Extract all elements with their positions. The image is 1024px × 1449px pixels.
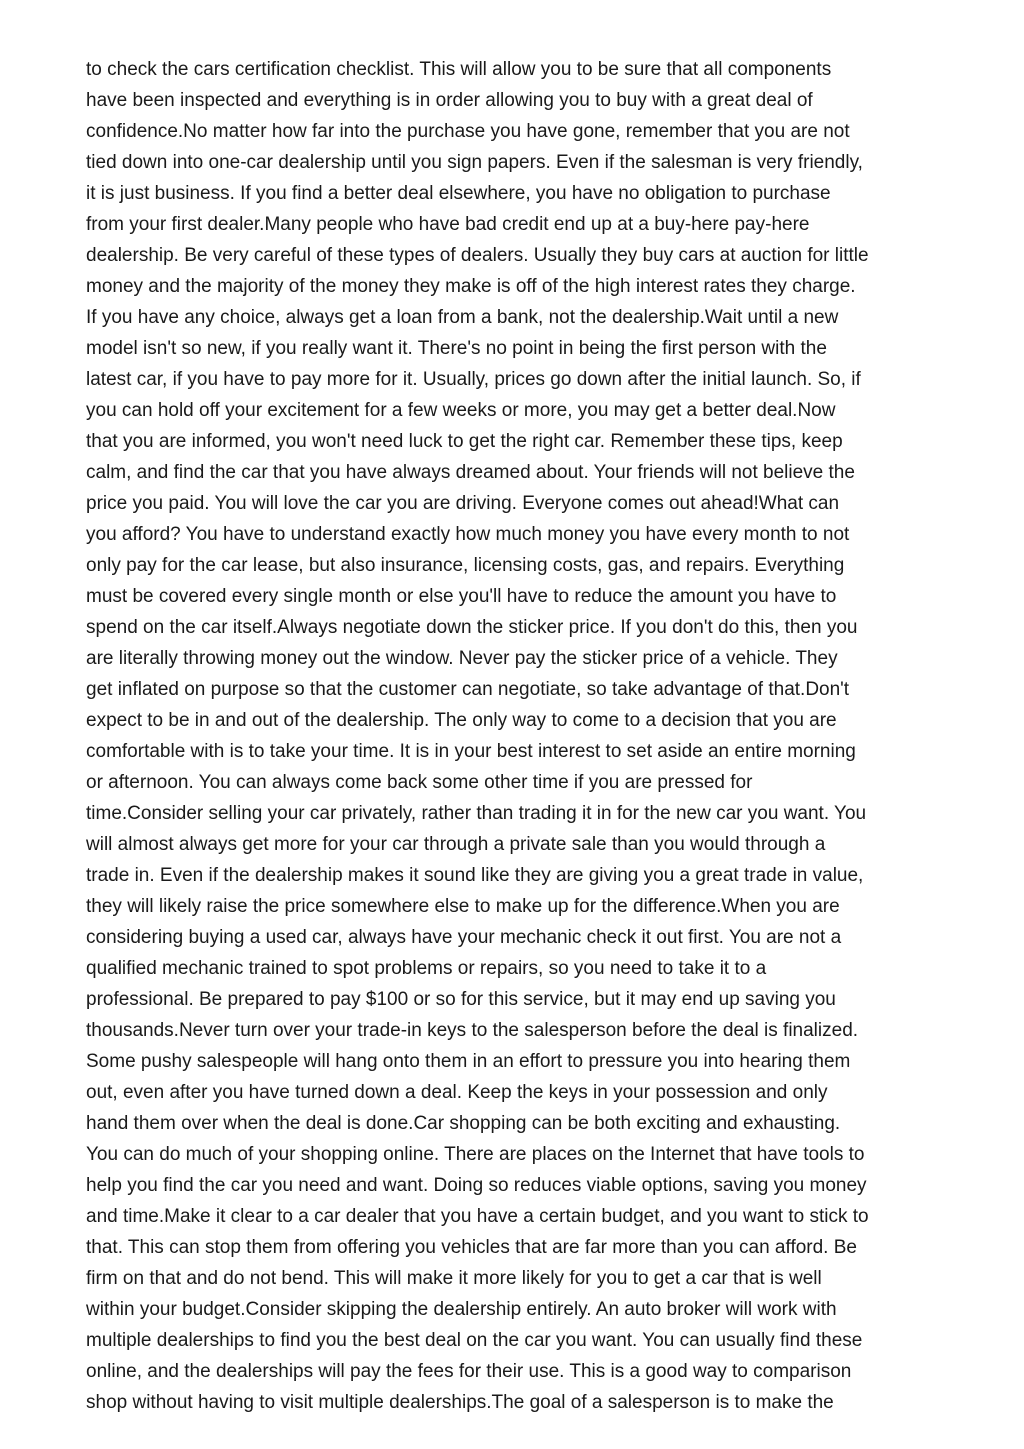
text-line: latest car, if you have to pay more for it. Usually, prices go down after the initial launch. So, if: [86, 369, 861, 390]
text-line: hand them over when the deal is done.Car shopping can be both exciting and exhausting.: [86, 1113, 841, 1134]
text-line: out, even after you have turned down a deal. Keep the keys in your possession and only: [86, 1082, 828, 1103]
text-line: will almost always get more for your car through a private sale than you would through a: [86, 834, 826, 855]
text-line: firm on that and do not bend. This will make it more likely for you to get a car that is well: [86, 1268, 822, 1289]
text-line: shop without having to visit multiple dealerships.The goal of a salesperson is to make the: [86, 1392, 834, 1413]
text-line: considering buying a used car, always have your mechanic check it out first. You are not a: [86, 927, 842, 948]
text-line: that. This can stop them from offering you vehicles that are far more than you can afford. Be: [86, 1237, 857, 1258]
text-line: confidence.No matter how far into the purchase you have gone, remember that you are not: [86, 121, 850, 142]
text-line: trade in. Even if the dealership makes it sound like they are giving you a great trade in value,: [86, 865, 864, 886]
text-line: get inflated on purpose so that the customer can negotiate, so take advantage of that.Don't: [86, 679, 850, 700]
text-line: and time.Make it clear to a car dealer that you have a certain budget, and you want to stick to: [86, 1206, 869, 1227]
text-line: you can hold off your excitement for a few weeks or more, you may get a better deal.Now: [86, 400, 836, 421]
text-line: multiple dealerships to find you the best deal on the car you want. You can usually find these: [86, 1330, 863, 1351]
text-line: you afford? You have to understand exactly how much money you have every month to not: [86, 524, 850, 545]
text-line: calm, and find the car that you have always dreamed about. Your friends will not believe the: [86, 462, 855, 483]
text-line: they will likely raise the price somewhere else to make up for the difference.When you are: [86, 896, 840, 917]
text-line: or afternoon. You can always come back some other time if you are pressed for: [86, 772, 753, 793]
text-line: tied down into one-car dealership until you sign papers. Even if the salesman is very friendly,: [86, 152, 863, 173]
text-line: time.Consider selling your car privately, rather than trading it in for the new car you want. You: [86, 803, 867, 824]
text-line: Some pushy salespeople will hang onto them in an effort to pressure you into hearing them: [86, 1051, 851, 1072]
text-line: You can do much of your shopping online. There are places on the Internet that have tools to: [86, 1144, 865, 1165]
text-line: from your first dealer.Many people who have bad credit end up at a buy-here pay-here: [86, 214, 810, 235]
text-line: help you find the car you need and want. Doing so reduces viable options, saving you money: [86, 1175, 867, 1196]
text-line: comfortable with is to take your time. It is in your best interest to set aside an entire morning: [86, 741, 856, 762]
text-line: only pay for the car lease, but also insurance, licensing costs, gas, and repairs. Everything: [86, 555, 845, 576]
text-line: dealership. Be very careful of these types of dealers. Usually they buy cars at auction for little: [86, 245, 869, 266]
text-line: that you are informed, you won't need luck to get the right car. Remember these tips, keep: [86, 431, 843, 452]
text-line: are literally throwing money out the window. Never pay the sticker price of a vehicle. They: [86, 648, 838, 669]
text-line: thousands.Never turn over your trade-in keys to the salesperson before the deal is finalized.: [86, 1020, 859, 1041]
text-line: spend on the car itself.Always negotiate down the sticker price. If you don't do this, then you: [86, 617, 858, 638]
text-line: professional. Be prepared to pay $100 or so for this service, but it may end up saving you: [86, 989, 836, 1010]
text-line: have been inspected and everything is in order allowing you to buy with a great deal of: [86, 90, 813, 111]
text-line: expect to be in and out of the dealership. The only way to come to a decision that you are: [86, 710, 837, 731]
text-line: money and the majority of the money they make is off of the high interest rates they charge.: [86, 276, 856, 297]
text-line: If you have any choice, always get a loan from a bank, not the dealership.Wait until a new: [86, 307, 839, 328]
text-line: price you paid. You will love the car you are driving. Everyone comes out ahead!What can: [86, 493, 840, 514]
text-line: qualified mechanic trained to spot problems or repairs, so you need to take it to a: [86, 958, 767, 979]
text-line: within your budget.Consider skipping the dealership entirely. An auto broker will work with: [86, 1299, 837, 1320]
text-line: to check the cars certification checklist. This will allow you to be sure that all components: [86, 59, 832, 80]
body-text: [86, 54, 942, 1418]
text-line: model isn't so new, if you really want it. There's no point in being the first person with the: [86, 338, 827, 359]
text-line: must be covered every single month or else you'll have to reduce the amount you have to: [86, 586, 837, 607]
text-line: it is just business. If you find a better deal elsewhere, you have no obligation to purchase: [86, 183, 831, 204]
text-line: online, and the dealerships will pay the fees for their use. This is a good way to comparison: [86, 1361, 852, 1382]
